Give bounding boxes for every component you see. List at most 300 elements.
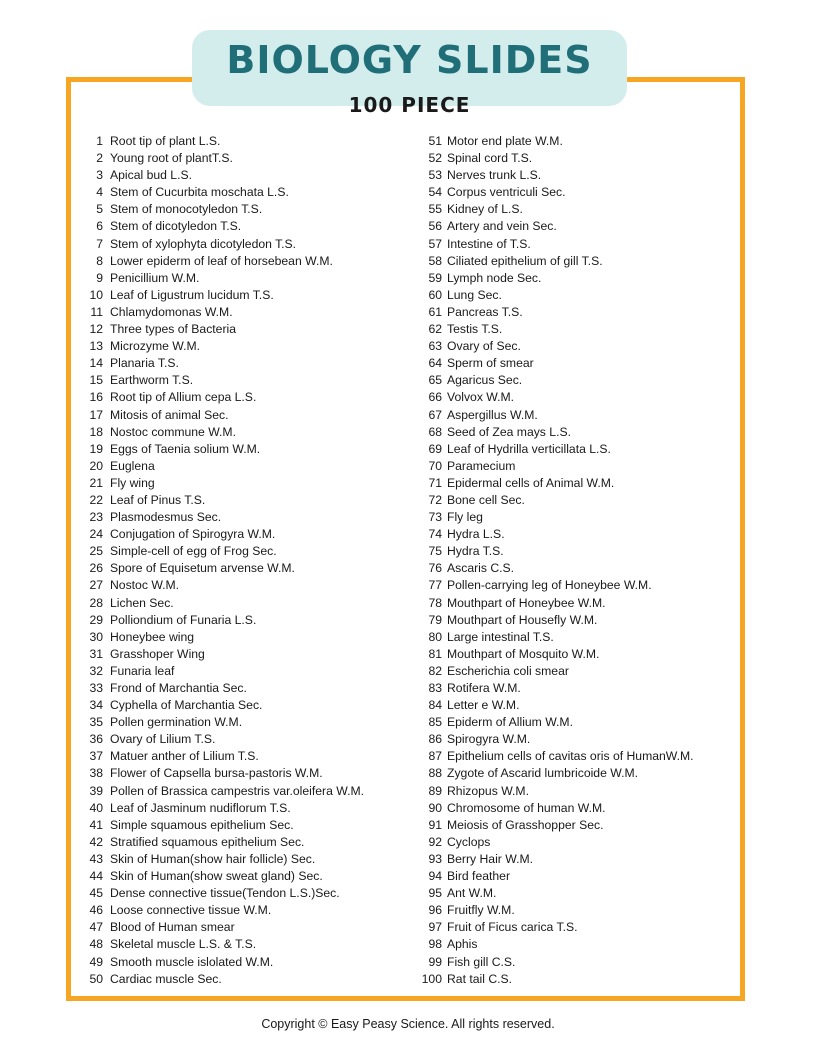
list-item	[80, 748, 410, 765]
item-name: Simple-cell of egg of Frog Sec.	[110, 544, 277, 559]
item-name: Funaria leaf	[110, 663, 175, 678]
item-name: Root tip of Allium cepa L.S.	[110, 390, 257, 405]
list-item	[417, 851, 737, 868]
list-item	[80, 218, 410, 235]
item-number: 47	[89, 920, 103, 935]
list-item	[80, 201, 410, 218]
list-item	[417, 680, 737, 697]
list-item	[80, 133, 410, 150]
item-name: Leaf of Hydrilla verticillata L.S.	[447, 441, 611, 456]
item-number: 11	[90, 304, 103, 319]
item-name: Leaf of Ligustrum lucidum T.S.	[110, 287, 274, 302]
list-item	[417, 595, 737, 612]
item-name: Simple squamous epithelium Sec.	[110, 817, 294, 832]
item-name: Lung Sec.	[447, 287, 502, 302]
item-number: 84	[428, 698, 442, 713]
item-name: Blood of Human smear	[110, 920, 235, 935]
list-item	[417, 475, 737, 492]
list-item	[80, 851, 410, 868]
item-number: 10	[89, 287, 103, 302]
item-number: 69	[428, 441, 442, 456]
list-item	[417, 731, 737, 748]
item-number: 16	[89, 390, 103, 405]
list-item	[80, 167, 410, 184]
item-number: 67	[428, 407, 442, 422]
list-item	[80, 629, 410, 646]
item-number: 40	[89, 800, 103, 815]
item-number: 52	[428, 151, 442, 166]
item-name: Ascaris C.S.	[447, 561, 515, 576]
list-item	[417, 800, 737, 817]
list-item	[80, 389, 410, 406]
item-number: 74	[428, 527, 442, 542]
item-number: 9	[96, 270, 103, 285]
item-name: Earthworm T.S.	[110, 373, 194, 388]
list-item	[80, 731, 410, 748]
item-name: Chromosome of human W.M.	[447, 800, 606, 815]
item-name: Smooth muscle islolated W.M.	[110, 954, 274, 969]
item-name: Aspergillus W.M.	[447, 407, 538, 422]
list-item	[417, 629, 737, 646]
list-item	[80, 253, 410, 270]
list-item	[80, 714, 410, 731]
list-item	[417, 372, 737, 389]
item-name: Bird feather	[447, 869, 511, 884]
list-item	[417, 697, 737, 714]
item-number: 90	[428, 800, 442, 815]
list-item	[80, 526, 410, 543]
item-name: Epidermal cells of Animal W.M.	[447, 475, 615, 490]
item-number: 77	[428, 578, 442, 593]
list-item	[417, 167, 737, 184]
item-name: Euglena	[110, 458, 155, 473]
item-name: Polliondium of Funaria L.S.	[110, 612, 257, 627]
list-item	[417, 560, 737, 577]
list-item	[80, 800, 410, 817]
item-number: 96	[428, 903, 442, 918]
item-number: 88	[428, 766, 442, 781]
item-number: 1	[96, 134, 103, 148]
item-name: Apical bud L.S.	[110, 168, 192, 183]
item-name: Zygote of Ascarid lumbricoide W.M.	[447, 766, 639, 781]
item-name: Nerves trunk L.S.	[447, 168, 542, 183]
item-name: Skin of Human(show sweat gland) Sec.	[110, 869, 323, 884]
list-item	[80, 458, 410, 475]
slide-list-left	[80, 133, 410, 988]
item-number: 81	[428, 646, 442, 661]
item-number: 56	[428, 219, 442, 234]
item-name: Stratified squamous epithelium Sec.	[110, 834, 305, 849]
item-number: 15	[89, 373, 103, 388]
item-number: 60	[428, 287, 442, 302]
list-item	[80, 783, 410, 800]
list-item	[417, 748, 737, 765]
item-number: 41	[89, 817, 103, 832]
list-item	[417, 612, 737, 629]
item-name: Chlamydomonas W.M.	[110, 304, 233, 319]
item-number: 55	[428, 202, 442, 217]
list-item	[80, 287, 410, 304]
list-item	[417, 817, 737, 834]
list-item	[80, 184, 410, 201]
item-name: Volvox W.M.	[447, 390, 515, 405]
item-number: 54	[428, 185, 442, 200]
item-name: Flower of Capsella bursa-pastoris W.M.	[110, 766, 323, 781]
item-number: 34	[89, 698, 103, 713]
item-name: Nostoc W.M.	[110, 578, 180, 593]
item-name: Young root of plantT.S.	[110, 151, 233, 166]
item-number: 17	[89, 407, 103, 422]
item-number: 79	[428, 612, 442, 627]
item-number: 53	[428, 168, 442, 183]
item-name: Stem of xylophyta dicotyledon T.S.	[110, 236, 297, 251]
item-name: Stem of dicotyledon T.S.	[110, 219, 242, 234]
item-number: 46	[89, 903, 103, 918]
item-number: 36	[89, 732, 103, 747]
item-number: 63	[428, 339, 442, 354]
page-title: BIOLOGY SLIDES	[226, 38, 593, 82]
item-number: 95	[428, 886, 442, 901]
item-name: Nostoc commune W.M.	[110, 424, 236, 439]
list-item	[80, 697, 410, 714]
item-number: 94	[428, 869, 442, 884]
item-name: Pollen-carrying leg of Honeybee W.M.	[447, 578, 652, 593]
item-number: 61	[428, 304, 442, 319]
item-number: 28	[89, 595, 103, 610]
item-number: 29	[89, 612, 103, 627]
item-name: Matuer anther of Lilium T.S.	[110, 749, 259, 764]
item-number: 49	[89, 954, 103, 969]
item-number: 31	[89, 646, 103, 661]
item-name: Motor end plate W.M.	[447, 134, 563, 148]
item-name: Rotifera W.M.	[447, 681, 521, 695]
item-number: 6	[96, 219, 103, 234]
item-name: Frond of Marchantia Sec.	[110, 681, 247, 695]
item-name: Artery and vein Sec.	[447, 219, 557, 234]
item-number: 92	[428, 834, 442, 849]
item-number: 65	[428, 373, 442, 388]
item-name: Escherichia coli smear	[447, 663, 569, 678]
item-name: Spirogyra W.M.	[447, 732, 531, 747]
item-number: 44	[89, 869, 103, 884]
list-item	[417, 492, 737, 509]
item-name: Fruitfly W.M.	[447, 903, 515, 918]
list-item	[417, 868, 737, 885]
list-item	[417, 321, 737, 338]
item-number: 14	[89, 356, 103, 371]
list-item	[417, 407, 737, 424]
list-item	[80, 150, 410, 167]
list-item	[417, 936, 737, 953]
item-name: Skin of Human(show hair follicle) Sec.	[110, 851, 316, 866]
item-name: Hydra T.S.	[447, 544, 504, 559]
item-name: Eggs of Taenia solium W.M.	[110, 441, 261, 456]
item-name: Honeybee wing	[110, 629, 195, 644]
list-item	[417, 646, 737, 663]
list-item	[80, 902, 410, 919]
item-number: 50	[89, 971, 103, 986]
list-item	[80, 868, 410, 885]
list-item	[417, 133, 737, 150]
item-name: Ant W.M.	[447, 886, 497, 901]
item-name: Agaricus Sec.	[447, 373, 523, 388]
item-name: Cardiac muscle Sec.	[110, 971, 222, 986]
item-number: 73	[428, 510, 442, 525]
item-name: Meiosis of Grasshopper Sec.	[447, 817, 604, 832]
item-number: 24	[89, 527, 103, 542]
item-number: 32	[89, 663, 103, 678]
item-name: Letter e W.M.	[447, 698, 520, 713]
item-name: Penicillium W.M.	[110, 270, 200, 285]
item-name: Corpus ventriculi Sec.	[447, 185, 566, 200]
item-number: 85	[428, 715, 442, 730]
item-number: 4	[96, 185, 103, 200]
item-name: Fly leg	[447, 510, 483, 525]
list-item	[80, 954, 410, 971]
list-item	[80, 509, 410, 526]
item-name: Lichen Sec.	[110, 595, 174, 610]
item-name: Ciliated epithelium of gill T.S.	[447, 253, 603, 268]
item-number: 83	[428, 681, 442, 695]
list-item	[417, 543, 737, 560]
item-name: Fly wing	[110, 475, 155, 490]
item-name: Stem of monocotyledon T.S.	[110, 202, 263, 217]
list-item	[417, 201, 737, 218]
item-number: 18	[89, 424, 103, 439]
item-number: 66	[428, 390, 442, 405]
item-number: 91	[428, 817, 442, 832]
list-item	[80, 304, 410, 321]
item-number: 57	[428, 236, 442, 251]
item-name: Mouthpart of Honeybee W.M.	[447, 595, 606, 610]
item-name: Spinal cord T.S.	[447, 151, 533, 166]
item-number: 51	[428, 134, 442, 148]
item-number: 38	[89, 766, 103, 781]
item-number: 71	[428, 475, 442, 490]
list-item	[80, 765, 410, 782]
list-item	[417, 714, 737, 731]
item-number: 59	[428, 270, 442, 285]
list-item	[417, 765, 737, 782]
item-number: 21	[89, 475, 103, 490]
list-item	[80, 321, 410, 338]
list-item	[417, 150, 737, 167]
item-name: Grasshoper Wing	[110, 646, 205, 661]
item-name: Epiderm of Allium W.M.	[447, 715, 573, 730]
item-name: Hydra L.S.	[447, 527, 505, 542]
list-item	[417, 954, 737, 971]
item-number: 2	[96, 151, 103, 166]
item-number: 22	[89, 492, 103, 507]
item-number: 87	[428, 749, 442, 764]
list-item	[417, 526, 737, 543]
item-name: Ovary of Sec.	[447, 339, 521, 354]
item-number: 70	[428, 458, 442, 473]
item-number: 27	[89, 578, 103, 593]
item-name: Bone cell Sec.	[447, 492, 525, 507]
item-name: Conjugation of Spirogyra W.M.	[110, 527, 276, 542]
item-name: Pollen of Brassica campestris var.oleifera W.M.	[110, 783, 364, 798]
list-item	[417, 663, 737, 680]
list-item	[80, 270, 410, 287]
item-name: Sperm of smear	[447, 356, 534, 371]
list-item	[417, 355, 737, 372]
list-item	[417, 424, 737, 441]
item-name: Lymph node Sec.	[447, 270, 542, 285]
item-name: Intestine of T.S.	[447, 236, 531, 251]
item-number: 20	[89, 458, 103, 473]
item-number: 62	[428, 322, 442, 337]
item-name: Pollen germination W.M.	[110, 715, 243, 730]
item-number: 98	[428, 937, 442, 952]
list-item	[80, 936, 410, 953]
item-number: 75	[428, 544, 442, 559]
item-number: 58	[428, 253, 442, 268]
item-number: 68	[428, 424, 442, 439]
list-item	[417, 184, 737, 201]
item-number: 80	[428, 629, 442, 644]
item-number: 42	[89, 834, 103, 849]
page-subtitle: 100 PIECE	[348, 93, 471, 117]
list-item	[417, 834, 737, 851]
list-item	[417, 287, 737, 304]
slide-list-right	[417, 133, 737, 988]
item-number: 78	[428, 595, 442, 610]
item-name: Rhizopus W.M.	[447, 783, 529, 798]
item-name: Ovary of Lilium T.S.	[110, 732, 216, 747]
list-item	[417, 218, 737, 235]
item-name: Fish gill C.S.	[447, 954, 516, 969]
list-item	[80, 885, 410, 902]
item-number: 3	[96, 168, 103, 183]
list-item	[80, 663, 410, 680]
item-number: 13	[89, 339, 103, 354]
item-name: Testis T.S.	[447, 322, 503, 337]
item-number: 5	[96, 202, 103, 217]
list-item	[80, 372, 410, 389]
item-name: Fruit of Ficus carica T.S.	[447, 920, 578, 935]
item-number: 25	[89, 544, 103, 559]
list-item	[80, 236, 410, 253]
item-name: Planaria T.S.	[110, 356, 179, 371]
list-item	[80, 834, 410, 851]
list-item	[417, 441, 737, 458]
list-item	[417, 971, 737, 988]
item-number: 26	[89, 561, 103, 576]
item-name: Loose connective tissue W.M.	[110, 903, 272, 918]
item-number: 8	[96, 253, 103, 268]
item-name: Stem of Cucurbita moschata L.S.	[110, 185, 289, 200]
item-name: Root tip of plant L.S.	[110, 134, 221, 148]
list-item	[80, 338, 410, 355]
list-item	[80, 577, 410, 594]
list-item	[417, 577, 737, 594]
list-item	[80, 424, 410, 441]
item-name: Lower epiderm of leaf of horsebean W.M.	[110, 253, 333, 268]
item-number: 72	[428, 492, 442, 507]
item-name: Mouthpart of Mosquito W.M.	[447, 646, 600, 661]
item-name: Kidney of L.S.	[447, 202, 523, 217]
list-item	[417, 338, 737, 355]
item-number: 97	[428, 920, 442, 935]
item-name: Paramecium	[447, 458, 516, 473]
item-number: 99	[428, 954, 442, 969]
item-number: 7	[96, 236, 103, 251]
item-name: Microzyme W.M.	[110, 339, 201, 354]
list-item	[417, 783, 737, 800]
item-name: Berry Hair W.M.	[447, 851, 533, 866]
item-name: Three types of Bacteria	[110, 322, 236, 337]
list-item	[80, 919, 410, 936]
item-name: Seed of Zea mays L.S.	[447, 424, 571, 439]
item-number: 89	[428, 783, 442, 798]
item-number: 43	[89, 851, 103, 866]
list-item	[80, 543, 410, 560]
item-number: 19	[89, 441, 103, 456]
item-number: 86	[428, 732, 442, 747]
item-name: Leaf of Pinus T.S.	[110, 492, 206, 507]
list-item	[80, 492, 410, 509]
item-name: Mitosis of animal Sec.	[110, 407, 229, 422]
item-name: Leaf of Jasminum nudiflorum T.S.	[110, 800, 291, 815]
list-item	[80, 407, 410, 424]
item-number: 100	[421, 971, 442, 986]
item-number: 33	[89, 681, 103, 695]
list-item	[417, 236, 737, 253]
item-name: Dense connective tissue(Tendon L.S.)Sec.	[110, 886, 340, 901]
item-name: Pancreas T.S.	[447, 304, 523, 319]
item-number: 93	[428, 851, 442, 866]
item-name: Plasmodesmus Sec.	[110, 510, 222, 525]
item-name: Aphis	[447, 937, 478, 952]
list-item	[80, 680, 410, 697]
list-item	[417, 304, 737, 321]
list-item	[80, 441, 410, 458]
item-number: 37	[89, 749, 103, 764]
item-number: 39	[89, 783, 103, 798]
list-item	[417, 270, 737, 287]
list-item	[80, 560, 410, 577]
item-number: 23	[89, 510, 103, 525]
item-number: 64	[428, 356, 442, 371]
item-name: Epithelium cells of cavitas oris of HumanW.M.	[447, 749, 694, 764]
list-item	[80, 475, 410, 492]
item-name: Large intestinal T.S.	[447, 629, 554, 644]
list-item	[417, 902, 737, 919]
item-number: 45	[89, 886, 103, 901]
copyright-footer: Copyright © Easy Peasy Science. All rights reserved.	[261, 1017, 555, 1031]
item-name: Spore of Equisetum arvense W.M.	[110, 561, 295, 576]
item-number: 30	[89, 629, 103, 644]
list-item	[80, 646, 410, 663]
item-name: Skeletal muscle L.S. & T.S.	[110, 937, 257, 952]
item-name: Rat tail C.S.	[447, 971, 513, 986]
list-item	[417, 509, 737, 526]
item-name: Cyclops	[447, 834, 491, 849]
list-item	[417, 919, 737, 936]
list-item	[80, 595, 410, 612]
list-item	[80, 355, 410, 372]
item-name: Mouthpart of Housefly W.M.	[447, 612, 598, 627]
list-item	[80, 612, 410, 629]
item-number: 82	[428, 663, 442, 678]
list-item	[80, 971, 410, 988]
list-item	[80, 817, 410, 834]
list-item	[417, 253, 737, 270]
list-item	[417, 458, 737, 475]
list-item	[417, 389, 737, 406]
item-number: 76	[428, 561, 442, 576]
